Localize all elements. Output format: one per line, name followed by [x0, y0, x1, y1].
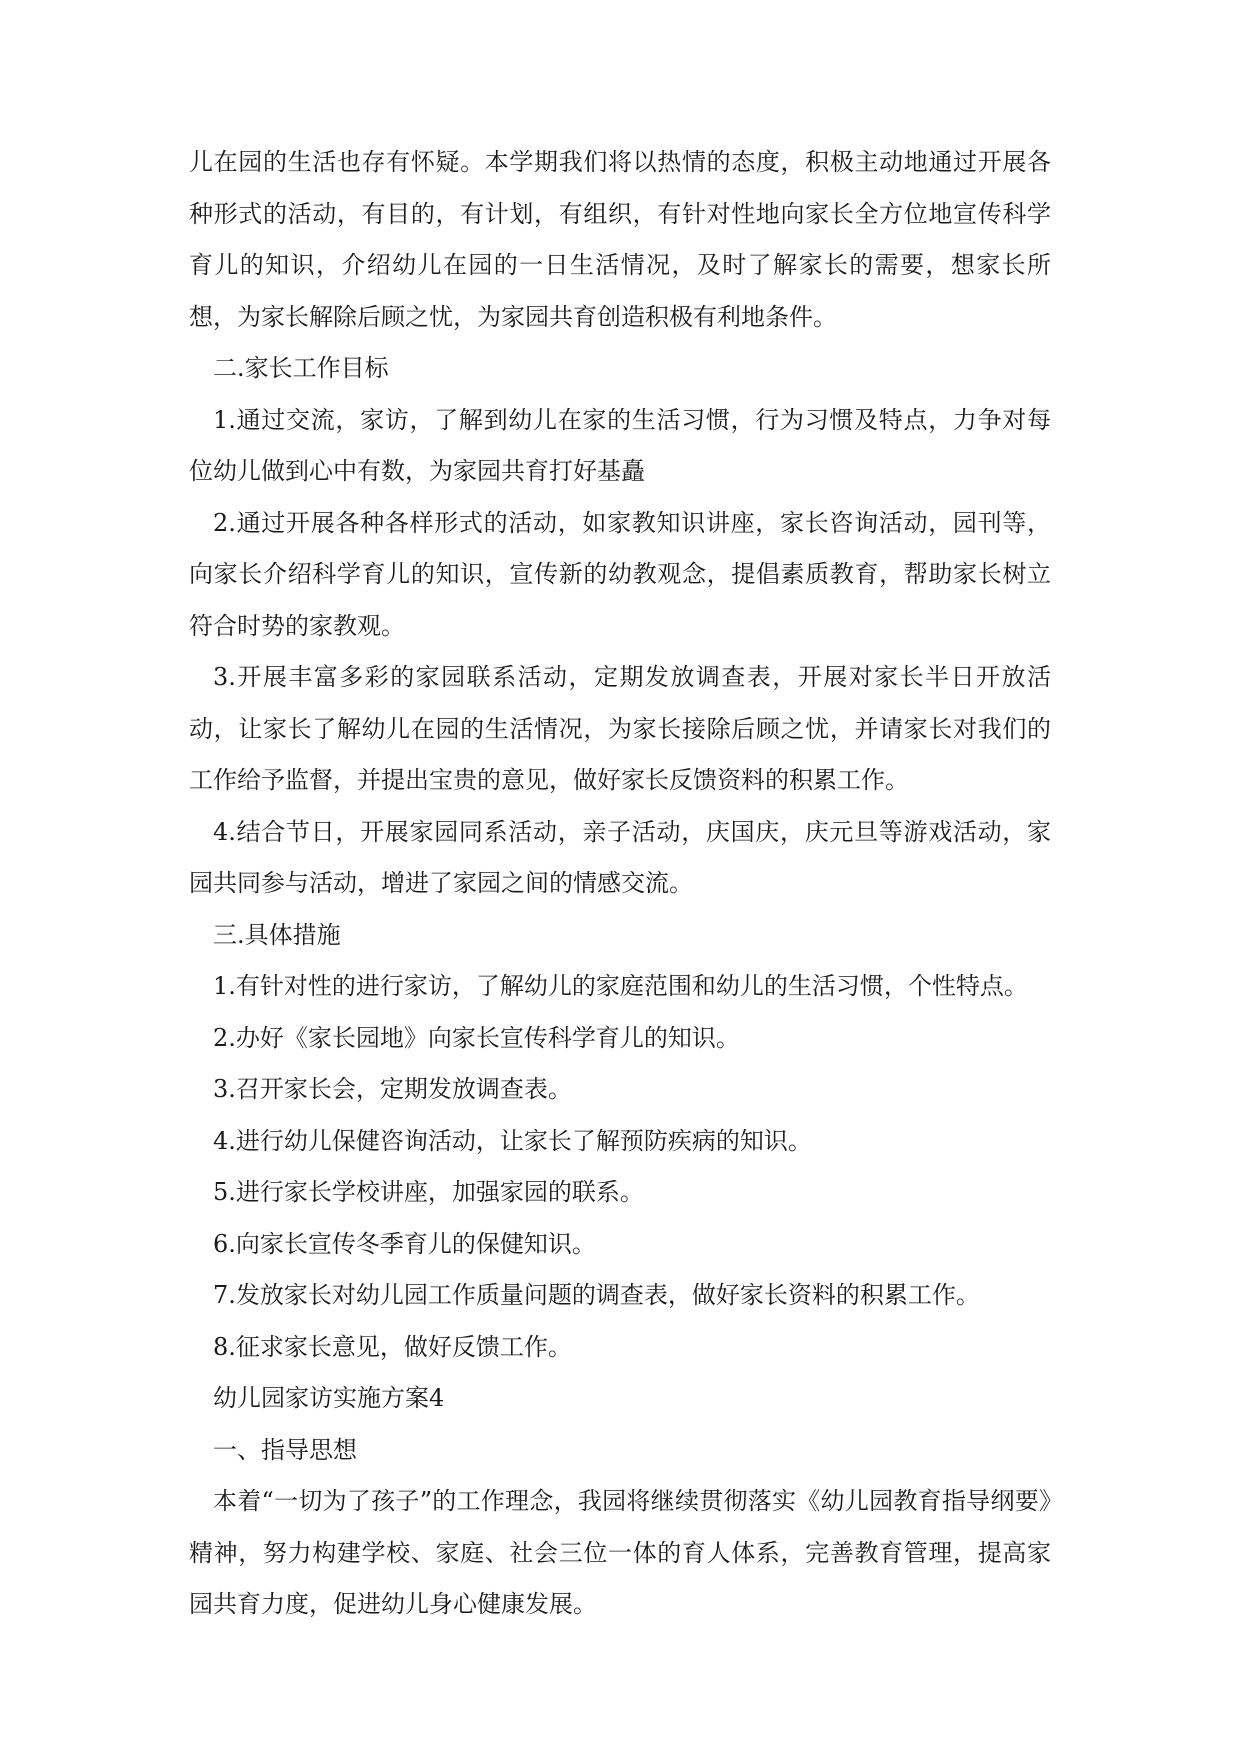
goal-item-4: 4.结合节日，开展家园同系活动，亲子活动，庆国庆，庆元旦等游戏活动，家园共同参与活动，增进了家园之间的情感交流。: [189, 817, 1051, 897]
section-heading-guiding-ideology: 一、指导思想: [213, 1435, 357, 1464]
measure-item-5: 5.进行家长学校讲座，加强家园的联系。: [213, 1178, 644, 1206]
section-heading-measures: 三.具体措施: [213, 920, 341, 949]
measure-item-2: 2.办好《家长园地》向家长宣传科学育儿的知识。: [213, 1023, 740, 1052]
paragraph-1: 儿在园的生活也存有怀疑。本学期我们将以热情的态度，积极主动地通过开展各种形式的活动，有目的，有计划，有组织，有针对性地向家长全方位地宣传科学育儿的知识，介绍幼儿在园的一日生活情况，及时了解家长的需要，想家长所想，为家长解除后顾之忧，为家园共育创造积极有利地条件。: [189, 148, 1051, 331]
section-heading-parent-work-goals: 二.家长工作目标: [213, 354, 389, 382]
measure-item-6: 6.向家长宣传冬季育儿的保健知识。: [213, 1229, 596, 1258]
measure-item-8: 8.征求家长意见，做好反馈工作。: [213, 1332, 572, 1361]
goal-item-2: 2.通过开展各种各样形式的活动，如家教知识讲座，家长咨询活动，园刊等，向家长介绍科学育儿的知识，宣传新的幼教观念，提倡素质教育，帮助家长树立符合时势的家教观。: [189, 508, 1051, 640]
paragraph-guiding-ideology: 本着“一切为了孩子”的工作理念，我园将继续贯彻落实《幼儿园教育指导纲要》精神，努力构建学校、家庭、社会三位一体的育人体系，完善教育管理，提高家园共育力度，促进幼儿身心健康发展。: [189, 1487, 1051, 1618]
measure-item-7: 7.发放家长对幼儿园工作质量问题的调查表，做好家长资料的积累工作。: [213, 1281, 980, 1309]
document-page: [189, 137, 1051, 1631]
measure-item-1: 1.有针对性的进行家访，了解幼儿的家庭范围和幼儿的生活习惯，个性特点。: [213, 972, 1028, 1000]
measure-item-3: 3.召开家长会，定期发放调查表。: [213, 1075, 572, 1103]
plan-title: 幼儿园家访实施方案4: [213, 1384, 445, 1412]
goal-item-3: 3.开展丰富多彩的家园联系活动，定期发放调查表，开展对家长半日开放活动，让家长了解幼儿在园的生活情况，为家长接除后顾之忧，并请家长对我们的工作给予监督，并提出宝贵的意见，做好家长反馈资料的积累工作。: [189, 663, 1051, 794]
goal-item-1: 1.通过交流，家访，了解到幼儿在家的生活习惯，行为习惯及特点，力争对每位幼儿做到心中有数，为家园共育打好基矗: [189, 405, 1051, 485]
measure-item-4: 4.进行幼儿保健咨询活动，让家长了解预防疾病的知识。: [213, 1126, 812, 1155]
